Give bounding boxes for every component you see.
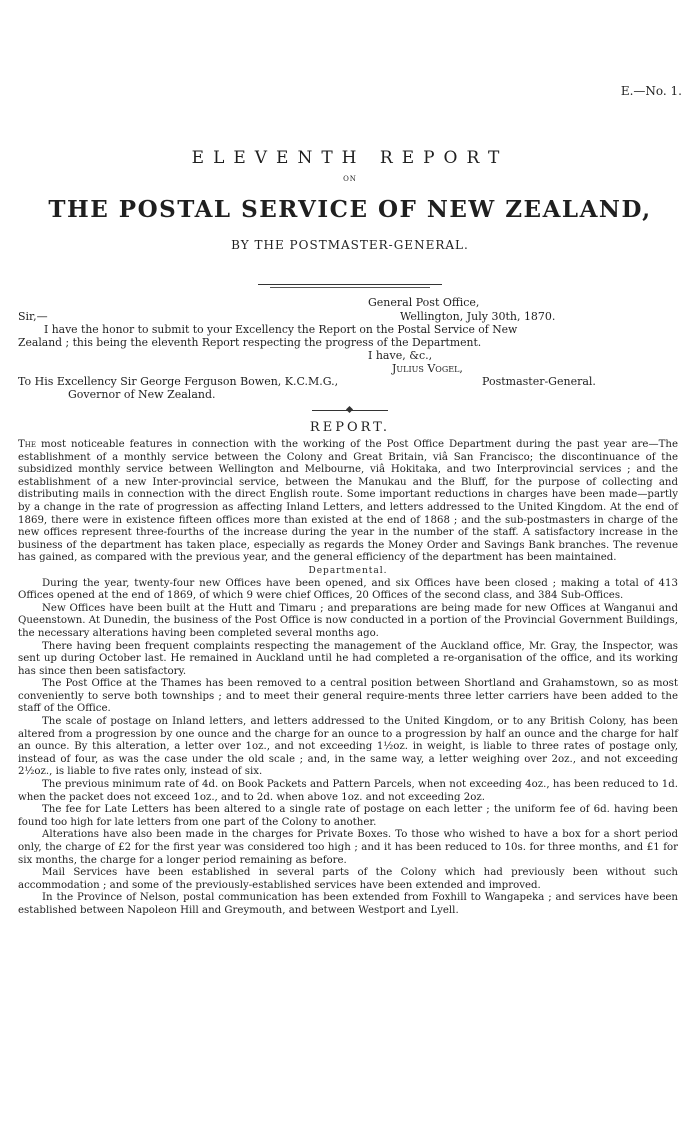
paragraph: The Post Office at the Thames has been removed to a central position between Shortland and Grahamstown, so as most conveniently to serve both townships ; and to meet their general require-ments three letter carriers have been added to the staff of the Office. (18, 678, 678, 715)
letter-closing: I have, &c., (368, 349, 433, 362)
letter-addressee: To His Excellency Sir George Ferguson Bowen, K.C.M.G., (18, 375, 339, 388)
letter-date: Wellington, July 30th, 1870. (400, 310, 556, 323)
report-body (18, 439, 678, 918)
title-divider-inner (270, 287, 430, 288)
paragraph: The fee for Late Letters has been altered to a single rate of postage on each letter ; the uniform fee of 6d. having been found too high for late letters from one part of the Colony to another. (18, 804, 678, 828)
letter-body-line2: Zealand ; this being the eleventh Report respecting the progress of the Department. (18, 336, 482, 349)
intro-text: most noticeable features in connection with the working of the Post Office Department during the past year are—The establishment of a monthly service between the Colony and Great Britain, viâ San Francisco; the discontinuance of the subsidized monthly service between Wellington and Melbourne, viâ Hokitaka, and two Interprovincial services ; and the establishment of a new Inter-provincial service, between the Manukau and the Bluff, for the purpose of collecting and distributing mails in connection with the direct English route. Some important reductions in charges have been made—partly by a change in the rate of progression as affecting Inland Letters, and letters addressed to the United Kingdom. At the end of 1869, there were in existence fifteen offices more than existed at the end of 1868 ; and the sub-postmasters in charge of the new offices represent three-fourths of the increase during the year in the number of the staff. A satisfactory increase in the business of the department has taken place, especially as regards the Money Order and Savings Bank branches. The revenue has gained, as compared with the previous year, and the general efficiency of the department has been maintained. (18, 439, 678, 564)
paragraph: In the Province of Nelson, postal communication has been extended from Foxhill to Wangapeka ; and services have been established between Napoleon Hill and Greymouth, and between Westport and Lyell. (18, 892, 678, 916)
report-author: BY THE POSTMASTER-GENERAL. (231, 238, 469, 252)
paragraph: Mail Services have been established in several parts of the Colony which had previously been without such accommodation ; and some of the previously-established services have been extended and improved. (18, 867, 678, 891)
document-reference: E.—No. 1. (620, 84, 682, 98)
letter-salutation: Sir,— (18, 310, 48, 323)
letter-signatory-title: Postmaster-General. (482, 375, 596, 388)
paragraph: The previous minimum rate of 4d. on Book Packets and Pattern Parcels, when not exceeding 4oz., has been reduced to 1d. when the packet does not exceed 1oz., and to 2d. when above 1oz. and not exceeding 2oz. (18, 779, 678, 803)
divider-ornament-icon (346, 406, 353, 413)
report-subject: THE POSTAL SERVICE OF NEW ZEALAND, (48, 196, 652, 223)
report-intro-paragraph (18, 439, 678, 565)
paragraph: There having been frequent complaints respecting the management of the Auckland office, Mr. Gray, the Inspector, was sent up during October last. He remained in Auckland until he had completed a re-organisation of the office, and its working has since then been satisfactory. (18, 640, 678, 677)
letter-body-line1: I have the honor to submit to your Excellency the Report on the Postal Service of New (44, 323, 518, 336)
paragraph: Alterations have also been made in the charges for Private Boxes. To those who wished to have a box for a short period only, the charge of £2 for the first year was considered too high ; and it has been reduced to 10s. for three months, and £1 for six months, the charge for a longer period remaining as before. (18, 829, 678, 866)
paragraph: New Offices have been built at the Hutt and Timaru ; and preparations are being made for new Offices at Wanganui and Queenstown. At Dunedin, the business of the Post Office is now conducted in a portion of the Provincial Government Buildings, the necessary alterations having been completed several months ago. (18, 602, 678, 639)
title-divider (258, 284, 442, 285)
paragraph: During the year, twenty-four new Offices have been opened, and six Offices have been closed ; making a total of 413 Offices opened at the end of 1869, of which 9 were chief Offices, 20 Offices of the second class, and 384 Sub-Offices. (18, 577, 678, 602)
letter-signature: Julius Vogel, (392, 362, 463, 375)
intro-lead-word: The (18, 439, 37, 450)
report-title-on: ON (343, 175, 357, 183)
report-title: ELEVENTH REPORT (191, 148, 509, 168)
paragraph: The scale of postage on Inland letters, and letters addressed to the United Kingdom, or to any British Colony, has been altered from a progression by one ounce and the charge for an ounce to a progression by half an ounce and the charge for half an ounce. By this alteration, a letter over 1oz., and not exceeding 1½oz. in weight, is liable to three rates of postage only, instead of four, as was the case under the old scale ; and, in the same way, a letter weighing over 2oz., and not exceeding 2½oz., is liable to five rates only, instead of six. (18, 716, 678, 778)
section-heading-departmental: Departmental. (308, 565, 388, 576)
letter-addressee-title: Governor of New Zealand. (68, 388, 216, 401)
report-heading: REPORT. (309, 420, 391, 435)
letter-office: General Post Office, (368, 296, 480, 309)
